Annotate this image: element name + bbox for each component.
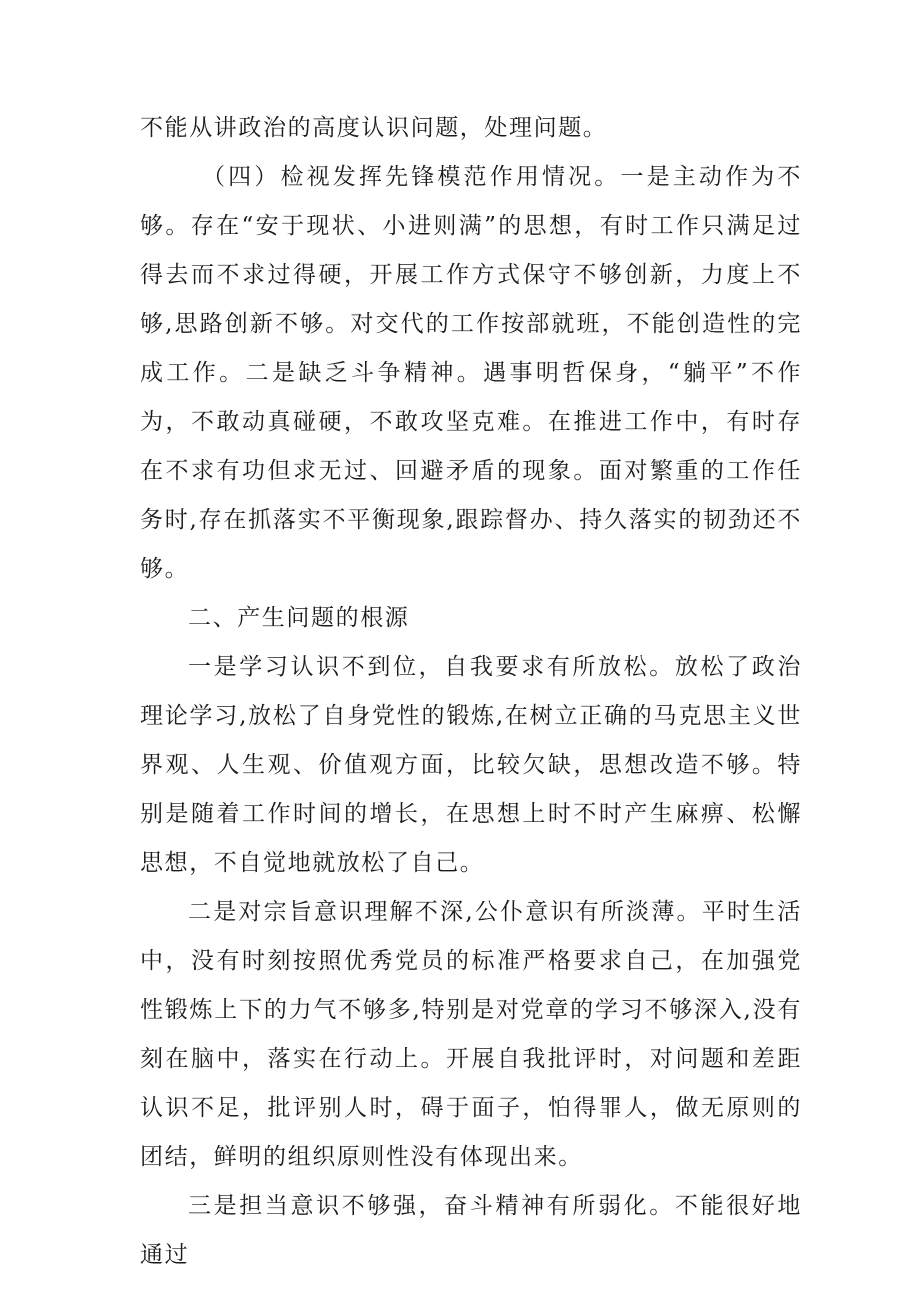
document-body: [140, 104, 802, 1280]
paragraph-cause-two: 二是对宗旨意识理解不深,公仆意识有所淡薄。平时生活中，没有时刻按照优秀党员的标准严格要求自己，在加强党性锻炼上下的力气不够多,特别是对党章的学习不够深入,没有刻在脑中，落实在行动上。开展自我批评时，对问题和差距认识不足，批评别人时，碍于面子，怕得罪人，做无原则的团结，鲜明的组织原则性没有体现出来。: [140, 899, 802, 1170]
section-heading-root-causes: 二、产生问题的根源: [188, 605, 410, 631]
paragraph-section-four: （四）检视发挥先锋模范作用情况。一是主动作为不够。存在“安于现状、小进则满”的思想，有时工作只满足过得去而不求过得硬，开展工作方式保守不够创新，力度上不够,思路创新不够。对交代的工作按部就班，不能创造性的完成工作。二是缺乏斗争精神。遇事明哲保身，“躺平”不作为，不敢动真碰硬，不敢攻坚克难。在推进工作中，有时存在不求有功但求无过、回避矛盾的现象。面对繁重的工作任务时,存在抓落实不平衡现象,跟踪督办、持久落实的韧劲还不够。: [140, 164, 802, 582]
paragraph-cause-three: 三是担当意识不够强，奋斗精神有所弱化。不能很好地通过: [140, 1193, 802, 1268]
paragraph-cause-one: 一是学习认识不到位，自我要求有所放松。放松了政治理论学习,放松了自身党性的锻炼,在树立正确的马克思主义世界观、人生观、价值观方面，比较欠缺，思想改造不够。特别是随着工作时间的增长，在思想上时不时产生麻痹、松懈思想，不自觉地就放松了自己。: [140, 654, 802, 876]
paragraph-continued: 不能从讲政治的高度认识问题，处理问题。: [140, 115, 608, 141]
